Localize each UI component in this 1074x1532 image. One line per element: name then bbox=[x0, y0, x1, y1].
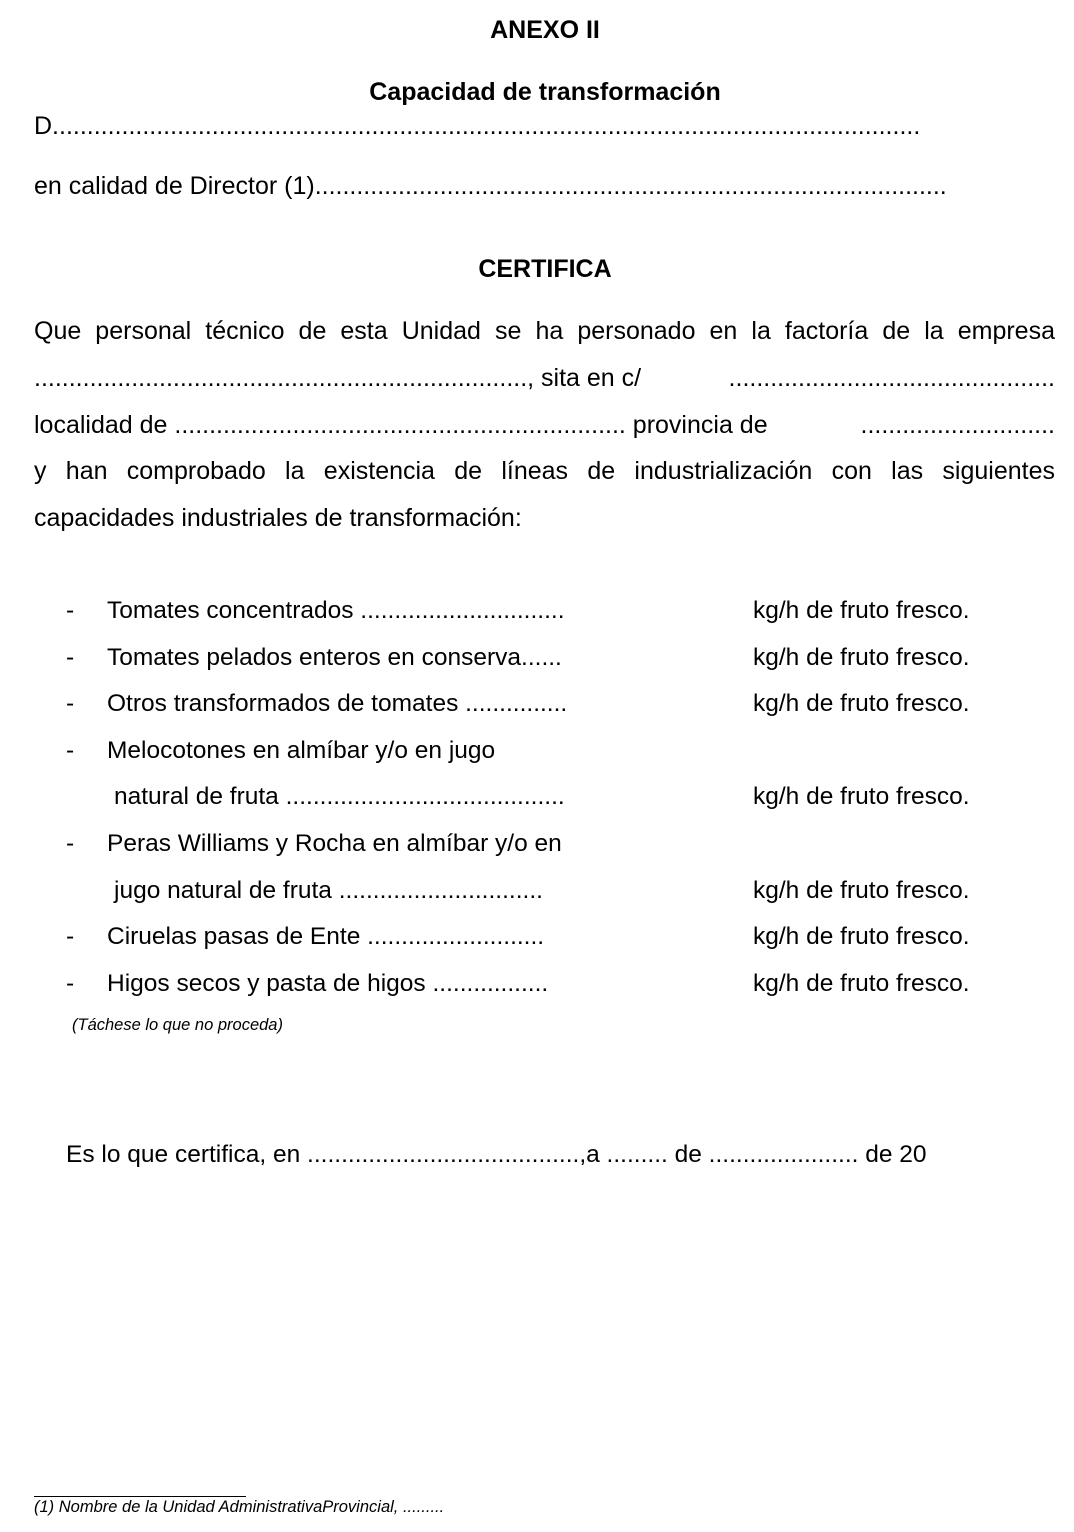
list-item-label: Tomates pelados enteros en conserva...... bbox=[107, 644, 562, 671]
list-item-unit: kg/h de fruto fresco. bbox=[753, 923, 970, 950]
document-title: Capacidad de transformación bbox=[369, 78, 721, 106]
list-item-unit: kg/h de fruto fresco. bbox=[753, 644, 970, 671]
list-dash: - bbox=[66, 690, 75, 717]
strike-note: (Táchese lo que no proceda) bbox=[72, 1016, 283, 1034]
certifica-heading: CERTIFICA bbox=[478, 255, 612, 283]
list-item-label: Melocotones en almíbar y/o en jugo bbox=[107, 737, 496, 764]
list-item-unit: kg/h de fruto fresco. bbox=[753, 877, 970, 904]
list-dash: - bbox=[66, 737, 75, 764]
list-item-label: Otros transformados de tomates ............... bbox=[107, 690, 568, 717]
list-item-label: Peras Williams y Rocha en almíbar y/o en bbox=[107, 830, 562, 857]
list-dash: - bbox=[66, 923, 75, 950]
footnote-rule bbox=[34, 1496, 246, 1497]
footnote: (1) Nombre de la Unidad AdministrativaProvincial, ......... bbox=[34, 1498, 445, 1516]
list-item-unit: kg/h de fruto fresco. bbox=[753, 970, 970, 997]
director-field-line: en calidad de Director (1)........................................................................................... bbox=[34, 172, 947, 200]
list-item-unit: kg/h de fruto fresco. bbox=[753, 690, 970, 717]
paragraph-line-4: y han comprobado la existencia de líneas de industrialización con las siguientes bbox=[34, 457, 1055, 485]
paragraph-line-5: capacidades industriales de transformación: bbox=[34, 504, 522, 532]
annex-title: ANEXO II bbox=[490, 16, 600, 44]
list-item-label-continued: natural de fruta ......................................... bbox=[114, 783, 565, 810]
paragraph-line-3-end: ............................ bbox=[860, 411, 1055, 439]
paragraph-line-1: Que personal técnico de esta Unidad se ha personado en la factoría de la empresa bbox=[34, 317, 1055, 345]
closing-statement: Es lo que certifica, en ........................................,a ......... de ...................... de 20 bbox=[66, 1141, 927, 1168]
paragraph-line-2-start: ......................................................................., sita en c/ bbox=[34, 364, 642, 392]
paragraph-line-2-end: ............................................... bbox=[728, 364, 1055, 392]
list-item-label-continued: jugo natural de fruta .............................. bbox=[114, 877, 543, 904]
list-item-label: Higos secos y pasta de higos ................. bbox=[107, 970, 549, 997]
list-dash: - bbox=[66, 970, 75, 997]
list-dash: - bbox=[66, 597, 75, 624]
list-dash: - bbox=[66, 644, 75, 671]
paragraph-line-3-start: localidad de ................................................................. provincia de bbox=[34, 411, 768, 439]
list-dash: - bbox=[66, 830, 75, 857]
list-item-label: Tomates concentrados .............................. bbox=[107, 597, 565, 624]
list-item-unit: kg/h de fruto fresco. bbox=[753, 597, 970, 624]
list-item-unit: kg/h de fruto fresco. bbox=[753, 783, 970, 810]
name-field-line: D............................................................................................................................. bbox=[34, 112, 921, 140]
list-item-label: Ciruelas pasas de Ente .......................... bbox=[107, 923, 545, 950]
